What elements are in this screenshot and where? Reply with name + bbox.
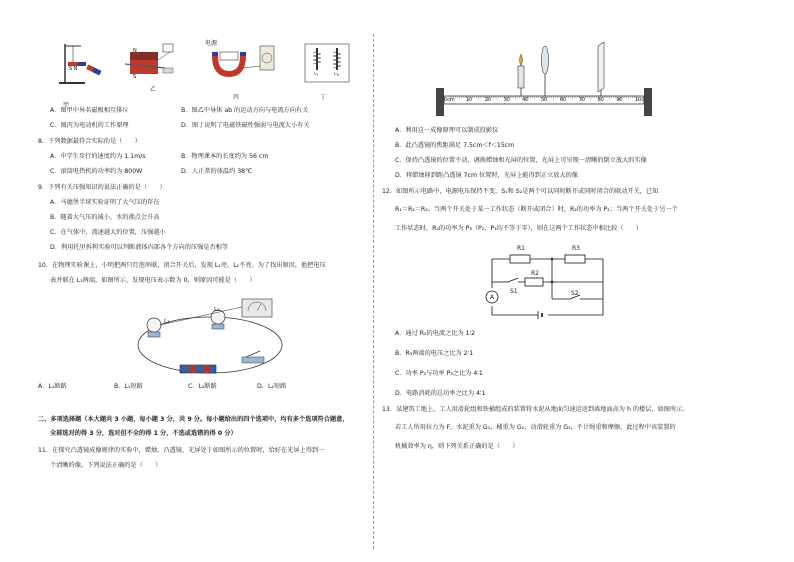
light-screen	[598, 42, 604, 96]
candle	[518, 54, 524, 96]
svg-text:S: S	[133, 74, 137, 80]
label-r2: R2	[531, 270, 539, 277]
fig-label-ding: 丁	[320, 94, 327, 101]
fig-label-jia: 甲	[63, 102, 70, 109]
label-ammeter: A	[490, 294, 495, 301]
fig-label-yi: 乙	[150, 86, 157, 93]
svg-text:S N: S N	[69, 66, 78, 72]
battery-pack	[180, 365, 216, 373]
bench-scale-label: 50	[541, 96, 548, 103]
label-r1: R1	[517, 245, 525, 252]
optical-bench-figure	[432, 38, 656, 118]
q13-line3: 机械效率为 η，则下列关系正确的是（ ）	[395, 443, 519, 450]
q10-option-d: D．L₂短路	[257, 383, 287, 390]
bench-scale-label: 80	[597, 96, 604, 103]
bench-scale-label: 0cm	[444, 96, 455, 103]
q12-line3: 工作状态时，R₃的功率为 P₃（P₂、P₃均不等于零），则在这两个工作状态中相比较（ ）	[395, 225, 643, 232]
power-label: 电源	[205, 40, 218, 47]
q11-line2: 个清晰的像。下列说法正确的是（ ）	[50, 462, 162, 469]
fig-ding	[305, 44, 349, 82]
q11-option-c: C．保持凸透镜的位置不动，调换蜡烛和光屏的位置，光屏上可呈现一清晰的倒立放大的实像	[395, 157, 647, 164]
q9-stem: 9．下列有关压强知识的说法正确的是（ ）	[38, 184, 166, 191]
fig-bing	[215, 46, 274, 74]
label-l1: L₁	[164, 318, 170, 325]
bench-scale-label: 90	[616, 96, 623, 103]
fig-label-bing: 丙	[233, 94, 240, 101]
fig-yi	[125, 44, 173, 80]
q11-option-d: D．将蜡烛移到距凸透镜 7cm 位置时，光屏上能得到正立放大的像	[395, 172, 578, 179]
label-r3: R3	[572, 245, 580, 252]
q11-line1: 11．在探究凸透镜成像规律的实验中，蜡烛、凸透镜、光屏处于如图所示的位置时，恰好在光屏上得到一	[38, 447, 325, 454]
q9-option-c: C．在气体中，流速越大的位置，压强越小	[50, 229, 166, 236]
q10-line2: 表并联在 L₁两端，如图所示，发现电压表示数为 0，则原因可能是（ ）	[50, 277, 256, 284]
bench-scale-label: 100	[635, 96, 645, 103]
q8-option-a: A．中学生步行的速度约为 1.1m/s	[50, 153, 146, 160]
bench-scale-label: 10	[465, 96, 473, 103]
bench-scale-label: 40	[522, 96, 529, 103]
section2-line2: 全部选对的得 3 分，选对但不全的得 1 分，不选或选错的得 0 分）	[50, 430, 237, 437]
q12-line1: 12．如图所示电路中，电源电压保持不变，S₁和 S₂是两个可以同时断开或同时闭合的联动开关，已知	[382, 188, 659, 195]
q12-option-c: C．功率 P₂与功率 P₃之比为 4∶1	[395, 370, 483, 377]
q13-line1: 13．某建筑工地上，工人用滑轮组和铁桶组成的装置将水泥从地面匀速运送到离地面高为 h 的楼层，如图所示。	[382, 406, 689, 413]
q9-option-d: D．利用托里拆利实验可以判断液体内部各个方向的压强是否相等	[50, 244, 229, 251]
q7-figure-row	[55, 38, 355, 100]
q12-line2: R₁＝R₂＝R₃。当两个开关处于某一工作状态（断开或闭合）时，R₂的功率为 P₂；当两个开关处于另一个	[395, 206, 678, 213]
q12-option-d: D．电路消耗的总功率之比为 4∶1	[395, 390, 486, 397]
q9-option-a: A．马德堡半球实验证明了大气压的存在	[50, 199, 160, 206]
q8-stem: 8．下列数据最符合实际的是（ ）	[38, 138, 141, 145]
q7-option-a: A．图甲中异名磁极相互排斥	[50, 107, 129, 114]
q12-circuit-figure	[480, 243, 610, 323]
q11-option-b: B．此凸透镜的焦距满足 7.5cm＜f＜15cm	[395, 142, 515, 149]
label-l2: L₂	[214, 306, 220, 313]
q8-option-b: B．物理课本的长度约为 56 cm	[181, 153, 269, 160]
bench-scale-label: 30	[503, 96, 510, 103]
section2-line1: 二、多项选择题（本大题共 3 小题，每小题 3 分，共 9 分。每小题给出的四个选项中，均有多个选项符合题意，	[38, 416, 349, 423]
bulb-l1	[147, 318, 161, 337]
q10-option-a: A．L₁断路	[38, 383, 67, 390]
bench-scale-label: 20	[484, 96, 491, 103]
switch	[242, 351, 264, 363]
q9-option-b: B．随着大气压的减小，水的沸点会升高	[50, 214, 160, 221]
q10-option-b: B．L₁短路	[114, 383, 143, 390]
q11-option-a: A．利用这一成像原理可以制成投影仪	[395, 127, 499, 134]
q12-option-a: A．通过 R₂的电流之比为 1∶2	[395, 330, 476, 337]
q10-line1: 10．在物理实验课上，小明把两只灯泡串联，闭合开关后，发现 L₁亮，L₂不亮。为了找出原因，他把电压	[38, 262, 326, 269]
column-divider	[373, 34, 374, 549]
convex-lens	[542, 46, 549, 96]
bench-scale-label: 60	[559, 96, 567, 103]
svg-text:N: N	[133, 48, 137, 54]
label-s2: S2	[571, 290, 579, 297]
q8-option-d: D．人正常的体温约 38℃	[181, 168, 253, 175]
q10-circuit-figure	[130, 295, 290, 381]
fig-jia	[59, 44, 101, 83]
q13-line2: 若工人所用拉力为 F，水泥重为 G₁，桶重为 G₂，动滑轮重为 G₃，不计绳重和摩擦，此过程中该装置的	[395, 424, 676, 431]
q10-option-c: C．L₂断路	[188, 383, 217, 390]
q7-option-c: C．图丙为电动机的工作原理	[50, 122, 129, 129]
bench-scale-label: 70	[578, 96, 585, 103]
voltmeter	[242, 299, 272, 317]
label-s1: S1	[510, 288, 518, 295]
q7-option-d: D．图丁说明了电磁铁磁性强弱与电流大小有关	[181, 122, 310, 129]
q8-option-c: C．滚筒电热机的功率约为 800W	[50, 168, 143, 175]
q7-option-b: B．图乙中导体 ab 的运动方向与电流方向有关	[181, 107, 309, 114]
q12-option-b: B．R₃两端的电压之比为 2∶1	[395, 350, 474, 357]
